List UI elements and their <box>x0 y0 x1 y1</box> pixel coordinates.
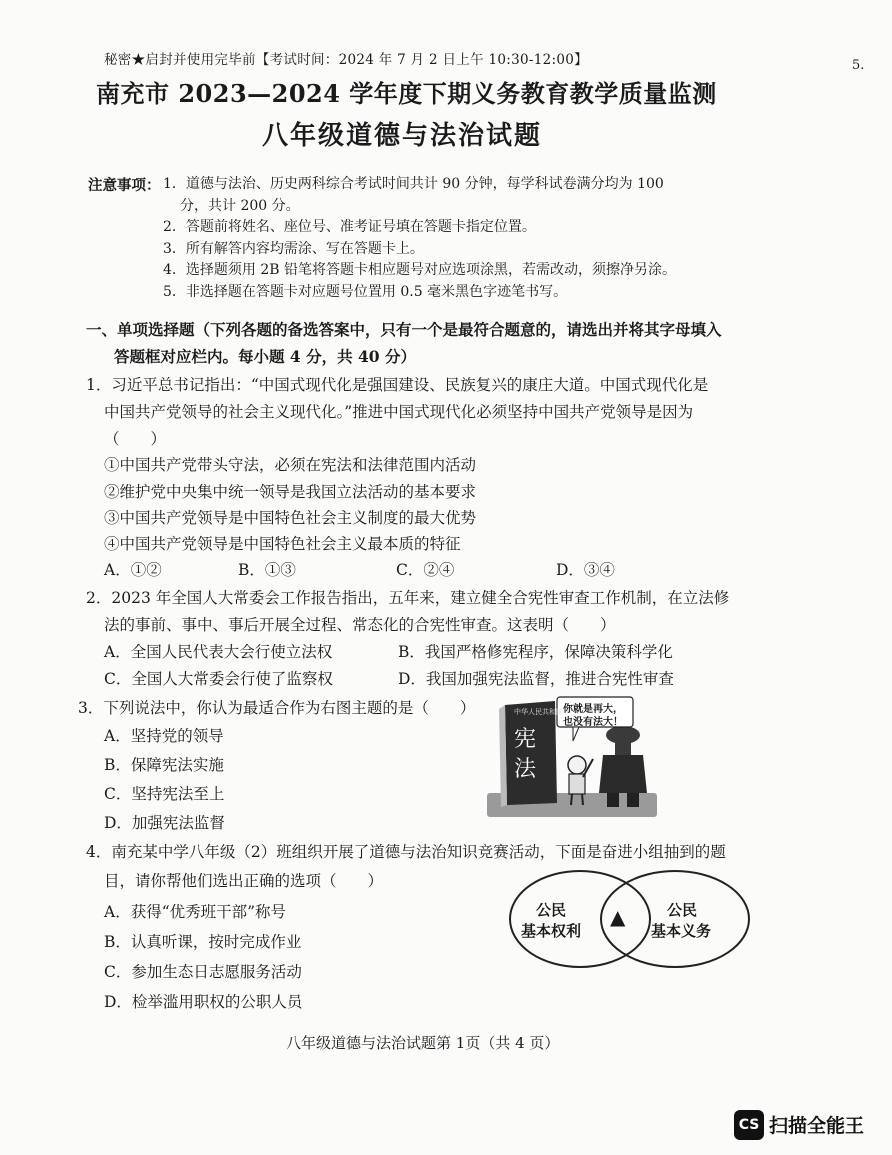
venn-left-label-1: 公民 <box>536 901 567 919</box>
q1-option-a: A．①② <box>104 561 162 579</box>
q3-option-a: A．坚持党的领导 <box>104 727 224 745</box>
notice-item: 4．选择题须用 2B 铅笔将答题卡相应题号对应选项涂黑，若需改动，须擦净另涂。 <box>163 262 677 278</box>
page-title: 南充市 2023—2024 学年度下期义务教育教学质量监测 <box>96 79 717 108</box>
q2-stem-cont: 法的事前、事中、事后开展全过程、常态化的合宪性审查。这表明（ ） <box>104 616 616 634</box>
cartoon-book-header: 中华人民共和国 <box>514 708 563 716</box>
notice-item: 2．答题前将姓名、座位号、准考证号填在答题卡指定位置。 <box>163 219 536 235</box>
constitution-cartoon <box>485 693 660 821</box>
venn-left-label-2: 基本权利 <box>521 922 582 940</box>
q1-stem-cont: 中国共产党领导的社会主义现代化。”推进中国式现代化必须坚持中国共产党领导是因为 <box>104 403 694 421</box>
section-heading: 一、单项选择题（下列各题的备选答案中，只有一个是最符合题意的，请选出并将其字母填入 <box>86 320 722 339</box>
cartoon-bubble-line1: 你就是再大， <box>563 704 623 715</box>
q1-option-b: B．①③ <box>238 561 296 579</box>
q4-stem-cont: 目，请你帮他们选出正确的选项（ ） <box>104 872 384 890</box>
q4-option-b: B．认真听课，按时完成作业 <box>104 933 302 951</box>
exam-time-line: 秘密★启封并使用完毕前【考试时间：2024 年 7 月 2 日上午 10:30-12:00】 <box>104 52 588 68</box>
q1-answer-paren: （ ） <box>104 430 167 448</box>
cartoon-bubble-line2: 也没有法大！ <box>563 717 623 728</box>
q3-option-b: B．保障宪法实施 <box>104 756 224 774</box>
q3-option-d: D．加强宪法监督 <box>104 814 225 832</box>
notice-label: 注意事项： <box>88 177 161 194</box>
q4-option-d: D．检举滥用职权的公职人员 <box>104 993 303 1011</box>
q3-stem: 3．下列说法中，你认为最适合作为右图主题的是（ ） <box>78 699 476 717</box>
camscanner-logo: CS <box>734 1110 764 1140</box>
notice-item: 分，共计 200 分。 <box>180 197 300 214</box>
venn-center-triangle: ▲ <box>610 905 626 929</box>
q4-option-c: C．参加生态日志愿服务活动 <box>104 963 302 981</box>
q4-option-a: A．获得“优秀班干部”称号 <box>104 903 287 921</box>
page-subtitle: 八年级道德与法治试题 <box>262 121 543 151</box>
q2-option-a: A．全国人民代表大会行使立法权 <box>104 643 333 661</box>
q1-statement-3: ③中国共产党领导是中国特色社会主义制度的最大优势 <box>104 509 477 527</box>
q2-option-b: B．我国严格修宪程序，保障决策科学化 <box>398 643 673 661</box>
section-heading-cont: 答题框对应栏内。每小题 4 分，共 40 分） <box>114 347 416 366</box>
cartoon-book-title: 宪法 <box>514 727 537 782</box>
q1-statement-4: ④中国共产党领导是中国特色社会主义最本质的特征 <box>104 535 461 553</box>
q1-statement-2: ②维护党中央集中统一领导是我国立法活动的基本要求 <box>104 483 477 501</box>
q1-option-c: C．②④ <box>396 561 455 579</box>
venn-right-label-1: 公民 <box>667 901 698 919</box>
q1-option-d: D．③④ <box>556 561 615 579</box>
q2-stem: 2．2023 年全国人大常委会工作报告指出，五年来，建立健全合宪性审查工作机制，在立法修 <box>86 589 730 607</box>
q1-stem: 1．习近平总书记指出：“中国式现代化是强国建设、民族复兴的康庄大道。中国式现代化是 <box>86 376 709 394</box>
notice-item: 5．非选择题在答题卡对应题号位置用 0.5 毫米黑色字迹笔书写。 <box>163 283 568 300</box>
notice-item: 3．所有解答内容均需涂、写在答题卡上。 <box>163 240 424 257</box>
page-footer: 八年级道德与法治试题第 1页（共 4 页） <box>286 1034 560 1052</box>
corner-mark: 5. <box>852 58 865 73</box>
notice-item: 1．道德与法治、历史两科综合考试时间共计 90 分钟，每学科试卷满分均为 100 <box>163 176 664 192</box>
q3-option-c: C．坚持宪法至上 <box>104 785 225 803</box>
q2-option-d: D．我国加强宪法监督，推进合宪性审查 <box>398 670 674 688</box>
venn-right-label-2: 基本义务 <box>651 922 712 940</box>
q1-statement-1: ①中国共产党带头守法，必须在宪法和法律范围内活动 <box>104 456 477 474</box>
notice-list <box>163 174 723 303</box>
camscanner-name: 扫描全能王 <box>769 1115 865 1137</box>
q4-stem: 4．南充某中学八年级（2）班组织开展了道德与法治知识竞赛活动，下面是奋进小组抽到的题 <box>86 843 726 861</box>
q2-option-c: C．全国人大常委会行使了监察权 <box>104 670 333 688</box>
venn-diagram <box>505 868 755 970</box>
